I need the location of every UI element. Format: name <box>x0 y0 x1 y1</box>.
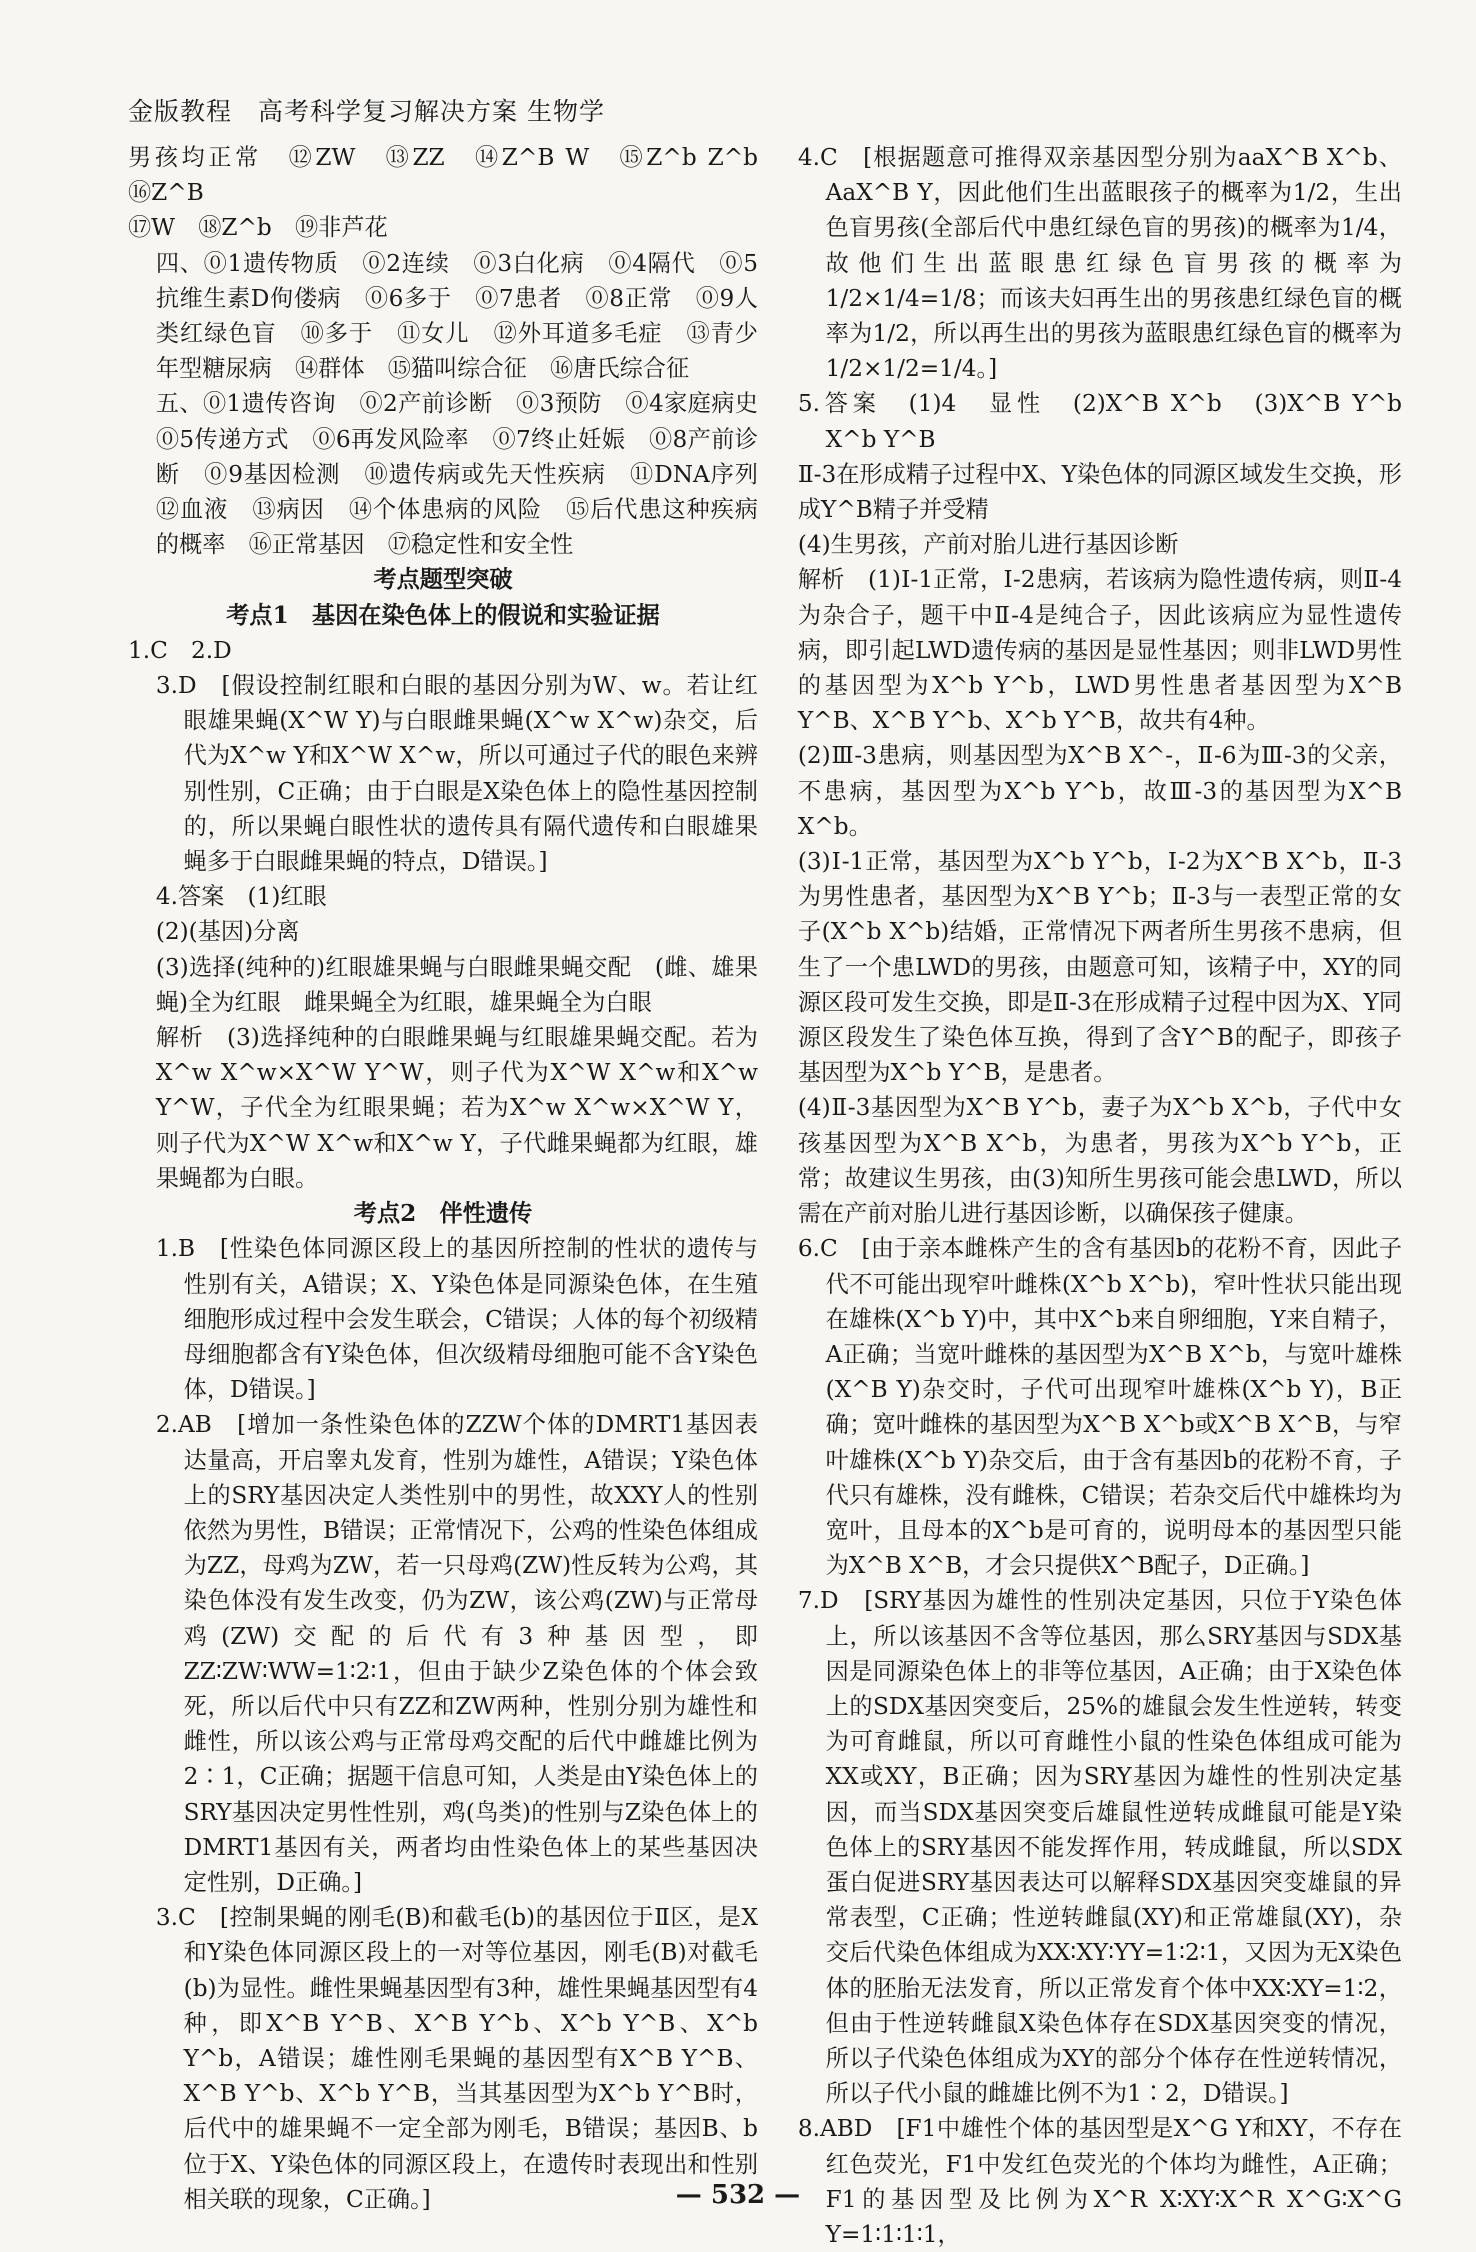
answer-line: 1.C 2.D <box>128 636 232 664</box>
subsection-title: 考点2 伴性遗传 <box>353 1200 533 1228</box>
page-number: — 532 — <box>675 2180 801 2210</box>
question-answer: 4.答案 (1)红眼 <box>155 883 327 911</box>
page-header: 金版教程 高考科学复习解决方案 生物学 <box>128 97 605 126</box>
explanation: (4)Ⅱ-3基因型为X^B Y^b，妻子为X^b X^b，子代中女孩基因型为X^B X^b，为患者，男孩为X^b Y^b，正常；故建议生男孩，由(3)知所生男孩可能会患LWD，所以需在产前对胎儿进行基因诊断，以确保孩子健康。 <box>797 1094 1402 1228</box>
subsection-title: 考点1 基因在染色体上的假说和实验证据 <box>226 601 660 629</box>
question-answer: 8.ABD [F1中雄性个体的基因型是X^G Y和XY，不存在红色荧光，F1中发红色荧光的个体均为雌性，A正确；F1的基因型及比例为X^R X∶XY∶X^R X^G∶X^G Y=1∶1∶1∶1， <box>797 2115 1402 2248</box>
explanation: (2)Ⅲ-3患病，则基因型为X^B X^-，Ⅱ-6为Ⅲ-3的父亲，不患病，基因型为X^b Y^b，故Ⅲ-3的基因型为X^B X^b。 <box>797 742 1402 840</box>
explanation: (3)Ⅰ-1正常，基因型为X^b Y^b，Ⅰ-2为X^B X^b，Ⅱ-3为男性患者，基因型为X^B Y^b；Ⅱ-3与一表型正常的女子(X^b X^b)结婚，正常情况下两者所生男孩不患病，但生了一个患LWD的男孩，由题意可知，该精子中，XY的同源区段可发生交换，即是Ⅱ-3在形成精子过程中因为X、Y同源区段发生了染色体互换，得到了含Y^B的配子，即孩子基因型为X^b Y^B，是患者。 <box>797 848 1402 1087</box>
question-answer: 7.D [SRY基因为雄性的性别决定基因，只位于Y染色体上，所以该基因不含等位基因，那么SRY基因与SDX基因是同源染色体上的非等位基因，A正确；由于X染色体上的SDX基因突变后，25%的雄鼠会发生性逆转，转变为可育雌鼠，所以可育雌性小鼠的性染色体组成可能为XX或XY，B正确；因为SRY基因为雄性的性别决定基因，而当SDX基因突变后雄鼠性逆转成雌鼠可能是Y染色体上的SRY基因不能发挥作用，转成雌鼠，所以SDX蛋白促进SRY基因表达可以解释SDX基因突变雄鼠的异常表型，C正确；性逆转雌鼠(XY)和正常雄鼠(XY)，杂交后代染色体组成为XX∶XY∶YY=1∶2∶1，又因为无X染色体的胚胎无法发育，所以正常发育个体中XX∶XY=1∶2，但由于性逆转雌鼠X染色体存在SDX基因突变的情况，所以子代染色体组成为XY的部分个体存在性逆转情况，所以子代小鼠的雌雄比例不为1∶2，D错误。] <box>797 1587 1402 2108</box>
answer-line: ⑰W ⑱Z^b ⑲非芦花 <box>128 214 388 242</box>
question-answer: 3.C [控制果蝇的刚毛(B)和截毛(b)的基因位于Ⅱ区，是X和Y染色体同源区段上的一对等位基因，刚毛(B)对截毛(b)为显性。雌性果蝇基因型有3种，雄性果蝇基因型有4种，即X^B Y^B、X^B Y^b、X^b Y^B、X^b Y^b，A错误；雄性刚毛果蝇的基因型有X^B Y^B、X^B Y^b、X^b Y^B，当其基因型为X^b Y^B时，后代中的雄果蝇不一定全部为刚毛，B错误；基因B、b位于X、Y染色体的同源区段上，在遗传时表现出和性别相关联的现象，C正确。] <box>155 1904 758 2213</box>
question-answer: 1.B [性染色体同源区段上的基因所控制的性状的遗传与性别有关，A错误；X、Y染色体是同源染色体，在生殖细胞形成过程中会发生联会，C错误；人体的每个初级精母细胞都含有Y染色体，但次级精母细胞可能不含Y染色体，D错误。] <box>155 1235 758 1404</box>
explanation: 解析 (1)Ⅰ-1正常，Ⅰ-2患病，若该病为隐性遗传病，则Ⅱ-4为杂合子，题干中Ⅱ-4是纯合子，因此该病应为显性遗传病，即引起LWD遗传病的基因是显性基因；则非LWD男性的基因型为X^b Y^b，LWD男性患者基因型为X^B Y^B、X^B Y^b、X^b Y^B，故共有4种。 <box>797 566 1402 735</box>
answer-block-4: 四、⓪1遗传物质 ⓪2连续 ⓪3白化病 ⓪4隔代 ⓪5抗维生素D佝偻病 ⓪6多于 ⓪7患者 ⓪8正常 ⓪9人类红绿色盲 ⑩多于 ⑪女儿 ⑫外耳道多毛症 ⑬青少年型糖尿病 ⑭群体 ⑮猫叫综合征 ⑯唐氏综合征 <box>155 249 758 383</box>
right-column <box>770 140 1426 2252</box>
question-answer: 5.答案 (1)4 显性 (2)X^B X^b (3)X^B Y^b X^b Y^B <box>797 390 1426 453</box>
answer-line: Ⅱ-3在形成精子过程中X、Y染色体的同源区域发生交换，形成Y^B精子并受精 <box>797 460 1402 524</box>
answer-line: 男孩均正常 ⑫ZW ⑬ZZ ⑭Z^B W ⑮Z^b Z^b ⑯Z^B <box>128 144 782 207</box>
answer-line: (3)选择(纯种的)红眼雄果蝇与白眼雌果蝇交配 (雌、雄果蝇)全为红眼 雌果蝇全为红眼，雄果蝇全为白眼 <box>155 953 758 1016</box>
section-title: 考点题型突破 <box>373 566 513 594</box>
answer-line: (2)(基因)分离 <box>155 918 300 946</box>
question-answer: 2.AB [增加一条性染色体的ZZW个体的DMRT1基因表达量高，开启睾丸发育，性别为雄性，A错误；Y染色体上的SRY基因决定人类性别中的男性，故XXY人的性别依然为男性，B错误；正常情况下，公鸡的性染色体组成为ZZ，母鸡为ZW，若一只母鸡(ZW)性反转为公鸡，其染色体没有发生改变，仍为ZW，该公鸡(ZW)与正常母鸡(ZW)交配的后代有3种基因型，即ZZ∶ZW∶WW=1∶2∶1，但由于缺少Z染色体的个体会致死，所以后代中只有ZZ和ZW两种，性别分别为雄性和雌性，所以该公鸡与正常母鸡交配的后代中雌雄比例为2∶1，C正确；据题干信息可知，人类是由Y染色体上的SRY基因决定男性性别，鸡(鸟类)的性别与Z染色体上的DMRT1基因有关，两者均由性染色体上的某些基因决定性别，D正确。] <box>155 1411 758 1896</box>
question-answer: 3.D [假设控制红眼和白眼的基因分别为W、w。若让红眼雄果蝇(X^W Y)与白眼雌果蝇(X^w X^w)杂交，后代为X^w Y和X^W X^w，所以可通过子代的眼色来辨别性别，C正确；由于白眼是X染色体上的隐性基因控制的，所以果蝇白眼性状的遗传具有隔代遗传和白眼雄果蝇多于白眼雌果蝇的特点，D错误。] <box>155 672 758 876</box>
question-answer: 4.C [根据题意可推得双亲基因型分别为aaX^B X^b、AaX^B Y，因此他们生出蓝眼孩子的概率为1/2，生出色盲男孩(全部后代中患红绿色盲的男孩)的概率为1/4，故他们生出蓝眼患红绿色盲男孩的概率为1/2×1/4=1/8；而该夫妇再生出的男孩患红绿色盲的概率为1/2，所以再生出的男孩为蓝眼患红绿色盲的概率为1/2×1/2=1/4。] <box>797 144 1402 383</box>
answer-block-5: 五、⓪1遗传咨询 ⓪2产前诊断 ⓪3预防 ⓪4家庭病史 ⓪5传递方式 ⓪6再发风险率 ⓪7终止妊娠 ⓪8产前诊断 ⓪9基因检测 ⑩遗传病或先天性疾病 ⑪DNA序列 ⑫血液 ⑬病因 ⑭个体患病的风险 ⑮后代患这种疾病的概率 ⑯正常基因 ⑰稳定性和安全性 <box>155 390 782 559</box>
answer-line: (4)生男孩，产前对胎儿进行基因诊断 <box>797 531 1179 559</box>
explanation: 解析 (3)选择纯种的白眼雌果蝇与红眼雄果蝇交配。若为X^w X^w×X^W Y^W，则子代为X^W X^w和X^w Y^W，子代全为红眼果蝇；若为X^w X^w×X^W Y，则子代为X^W X^w和X^w Y，子代雌果蝇都为红眼，雄果蝇都为白眼。 <box>155 1024 758 1192</box>
question-answer: 6.C [由于亲本雌株产生的含有基因b的花粉不育，因此子代不可能出现窄叶雌株(X^b X^b)，窄叶性状只能出现在雄株(X^b Y)中，其中X^b来自卵细胞，Y来自精子，A正确；当宽叶雌株的基因型为X^B X^b，与宽叶雄株(X^B Y)杂交时，子代可出现窄叶雄株(X^b Y)，B正确；宽叶雌株的基因型为X^B X^b或X^B X^B，与窄叶雄株(X^b Y)杂交后，由于含有基因b的花粉不育，子代只有雄株，没有雌株，C错误；若杂交后代中雄株均为宽叶，且母本的X^b是可育的，说明母本的基因型只能为X^B X^B，才会只提供X^B配子，D正确。] <box>797 1235 1402 1580</box>
left-column <box>128 140 782 2217</box>
